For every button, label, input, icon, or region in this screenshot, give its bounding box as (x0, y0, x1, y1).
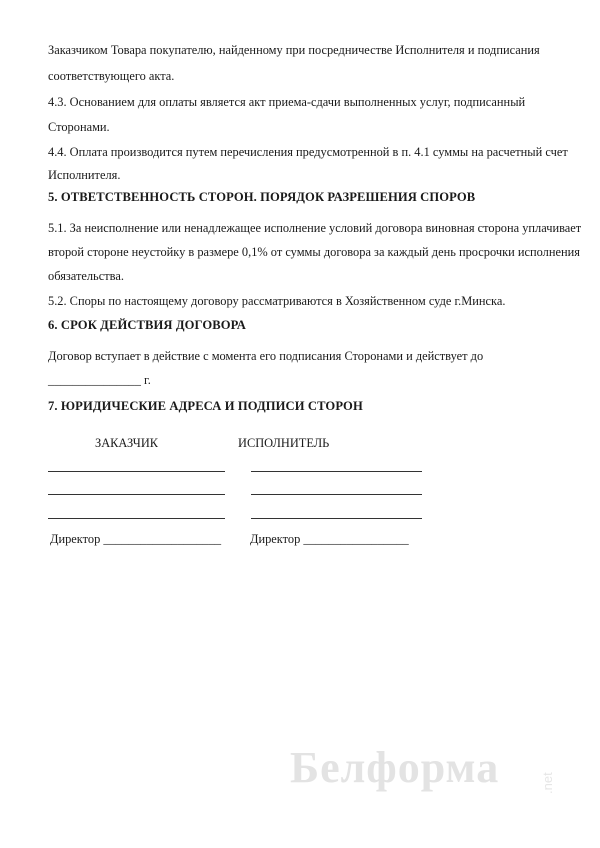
section7-heading: 7. ЮРИДИЧЕСКИЕ АДРЕСА И ПОДПИСИ СТОРОН (48, 399, 363, 413)
clause-5-1-line-3: обязательства. (48, 269, 124, 283)
customer-address-line-2 (48, 494, 225, 495)
contractor-director-signature: Директор _________________ (250, 532, 409, 546)
contractor-address-line-1 (251, 471, 422, 472)
customer-director-signature: Директор ___________________ (50, 532, 222, 546)
clause-4-3-line-2: Сторонами. (48, 120, 110, 134)
customer-address-line-3 (48, 518, 225, 519)
section5-heading: 5. ОТВЕТСТВЕННОСТЬ СТОРОН. ПОРЯДОК РАЗРЕШЕНИЯ СПОРОВ (48, 190, 476, 204)
clause-5-2: 5.2. Споры по настоящему договору рассматриваются в Хозяйственном суде г.Минска. (48, 294, 506, 308)
clause-4-4-line-2: Исполнителя. (48, 168, 121, 182)
clause-5-1-line-1: 5.1. За неисполнение или ненадлежащее исполнение условий договора виновная сторона уплачивает (48, 221, 582, 235)
watermark-net-suffix: .net (540, 772, 555, 794)
section6-heading: 6. СРОК ДЕЙСТВИЯ ДОГОВОРА (48, 318, 247, 332)
customer-address-line-1 (48, 471, 225, 472)
clause-5-1-line-2: второй стороне неустойку в размере 0,1% от суммы договора за каждый день просрочки исполнения (48, 245, 580, 259)
belforma-watermark: Белформа (290, 743, 500, 792)
customer-title: ЗАКАЗЧИК (95, 436, 159, 450)
section6-line-1: Договор вступает в действие с момента его подписания Сторонами и действует до (48, 349, 484, 363)
contractor-title: ИСПОЛНИТЕЛЬ (238, 436, 330, 450)
clause-4-4-line-1: 4.4. Оплата производится путем перечисления предусмотренной в п. 4.1 суммы на расчетный счет (48, 145, 568, 159)
contractor-address-line-2 (251, 494, 422, 495)
contractor-address-line-3 (251, 518, 422, 519)
section6-date-blank: _______________ г. (48, 373, 151, 387)
clause-4-3-line-1: 4.3. Основанием для оплаты является акт приема-сдачи выполненных услуг, подписанный (48, 95, 526, 109)
section4-line-1: Заказчиком Товара покупателю, найденному при посредничестве Исполнителя и подписания (48, 43, 540, 57)
section4-line-2: соответствующего акта. (48, 69, 175, 83)
